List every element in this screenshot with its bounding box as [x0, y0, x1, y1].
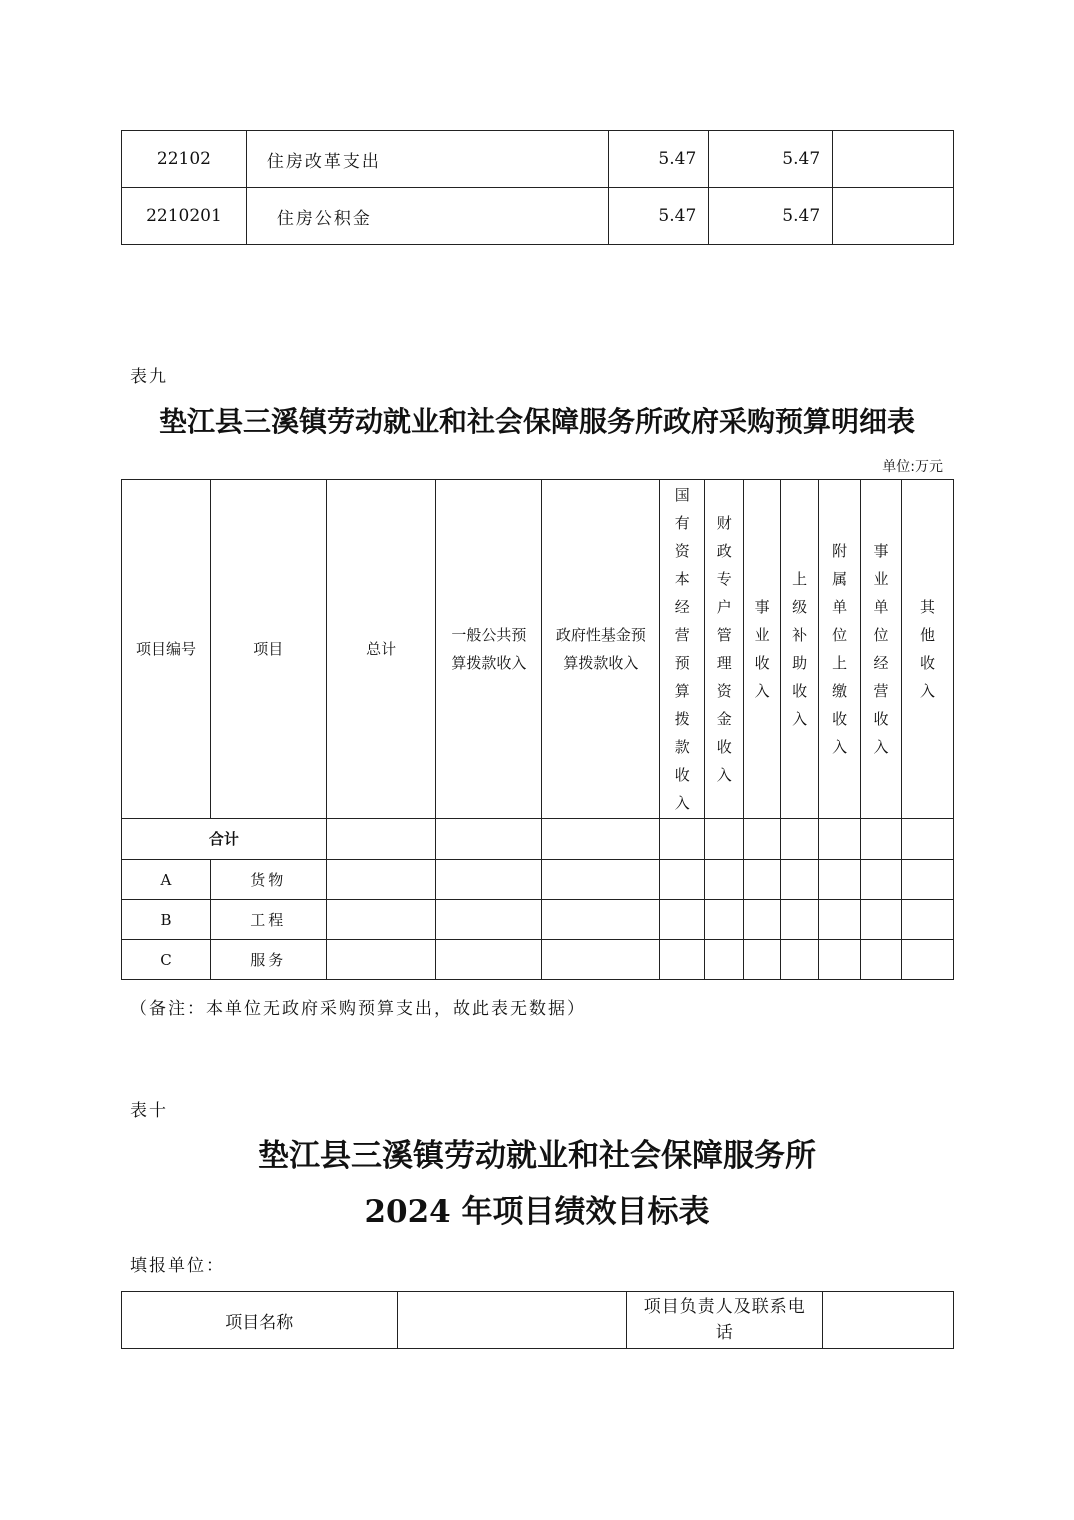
table-row	[122, 1292, 954, 1349]
header-operating: 事业单位经营收入	[861, 480, 902, 819]
contact-label: 项目负责人及联系电话	[627, 1292, 823, 1349]
header-superior: 上级补助收入	[781, 480, 819, 819]
row-item: 服务	[210, 940, 326, 980]
table-row	[122, 900, 954, 940]
row-item: 货物	[210, 860, 326, 900]
header-other: 其他收入	[902, 480, 954, 819]
header-item: 项目	[210, 480, 326, 819]
row-value: 5.47	[609, 188, 709, 245]
header-fund: 政府性基金预算拨款收入	[542, 480, 660, 819]
row-value	[833, 131, 954, 188]
header-business: 事业收入	[744, 480, 781, 819]
header-code: 项目编号	[122, 480, 211, 819]
table10-label: 表十	[130, 1101, 168, 1121]
fill-unit-label: 填报单位：	[130, 1256, 225, 1276]
row-code: 22102	[122, 131, 247, 188]
table-row	[122, 131, 954, 188]
sum-label: 合计	[122, 819, 327, 860]
row-value: 5.47	[709, 188, 833, 245]
header-special-account: 财政专户管理资金收入	[705, 480, 744, 819]
row-code: A	[122, 860, 211, 900]
table10-title-line1: 垫江县三溪镇劳动就业和社会保障服务所	[258, 1138, 816, 1174]
header-state-capital: 国有资本经营预算拨款收入	[660, 480, 705, 819]
row-value	[833, 188, 954, 245]
table-row	[122, 188, 954, 245]
table9-title: 垫江县三溪镇劳动就业和社会保障服务所政府采购预算明细表	[158, 405, 915, 438]
row-name: 住房改革支出	[246, 131, 608, 188]
table-row	[122, 940, 954, 980]
row-item: 工程	[210, 900, 326, 940]
header-general: 一般公共预算拨款收入	[436, 480, 542, 819]
header-affiliated: 附属单位上缴收入	[819, 480, 861, 819]
contact-value	[823, 1292, 954, 1349]
row-value: 5.47	[609, 131, 709, 188]
table9-label: 表九	[130, 367, 168, 387]
header-total: 总计	[326, 480, 436, 819]
unit-label: 单位:万元	[882, 459, 943, 475]
table10-title-line2: 2024 年项目绩效目标表	[364, 1194, 710, 1230]
project-name-label: 项目名称	[122, 1292, 398, 1349]
table-row	[122, 860, 954, 900]
row-name: 住房公积金	[246, 188, 608, 245]
sum-row	[122, 819, 954, 860]
procurement-table	[121, 479, 954, 980]
row-code: B	[122, 900, 211, 940]
table9-note: （备注：本单位无政府采购预算支出，故此表无数据）	[130, 999, 586, 1019]
performance-table	[121, 1291, 954, 1349]
row-code: C	[122, 940, 211, 980]
project-name-value	[397, 1292, 627, 1349]
row-value: 5.47	[709, 131, 833, 188]
row-code: 2210201	[122, 188, 247, 245]
expense-table	[121, 130, 954, 245]
header-row	[122, 480, 954, 819]
